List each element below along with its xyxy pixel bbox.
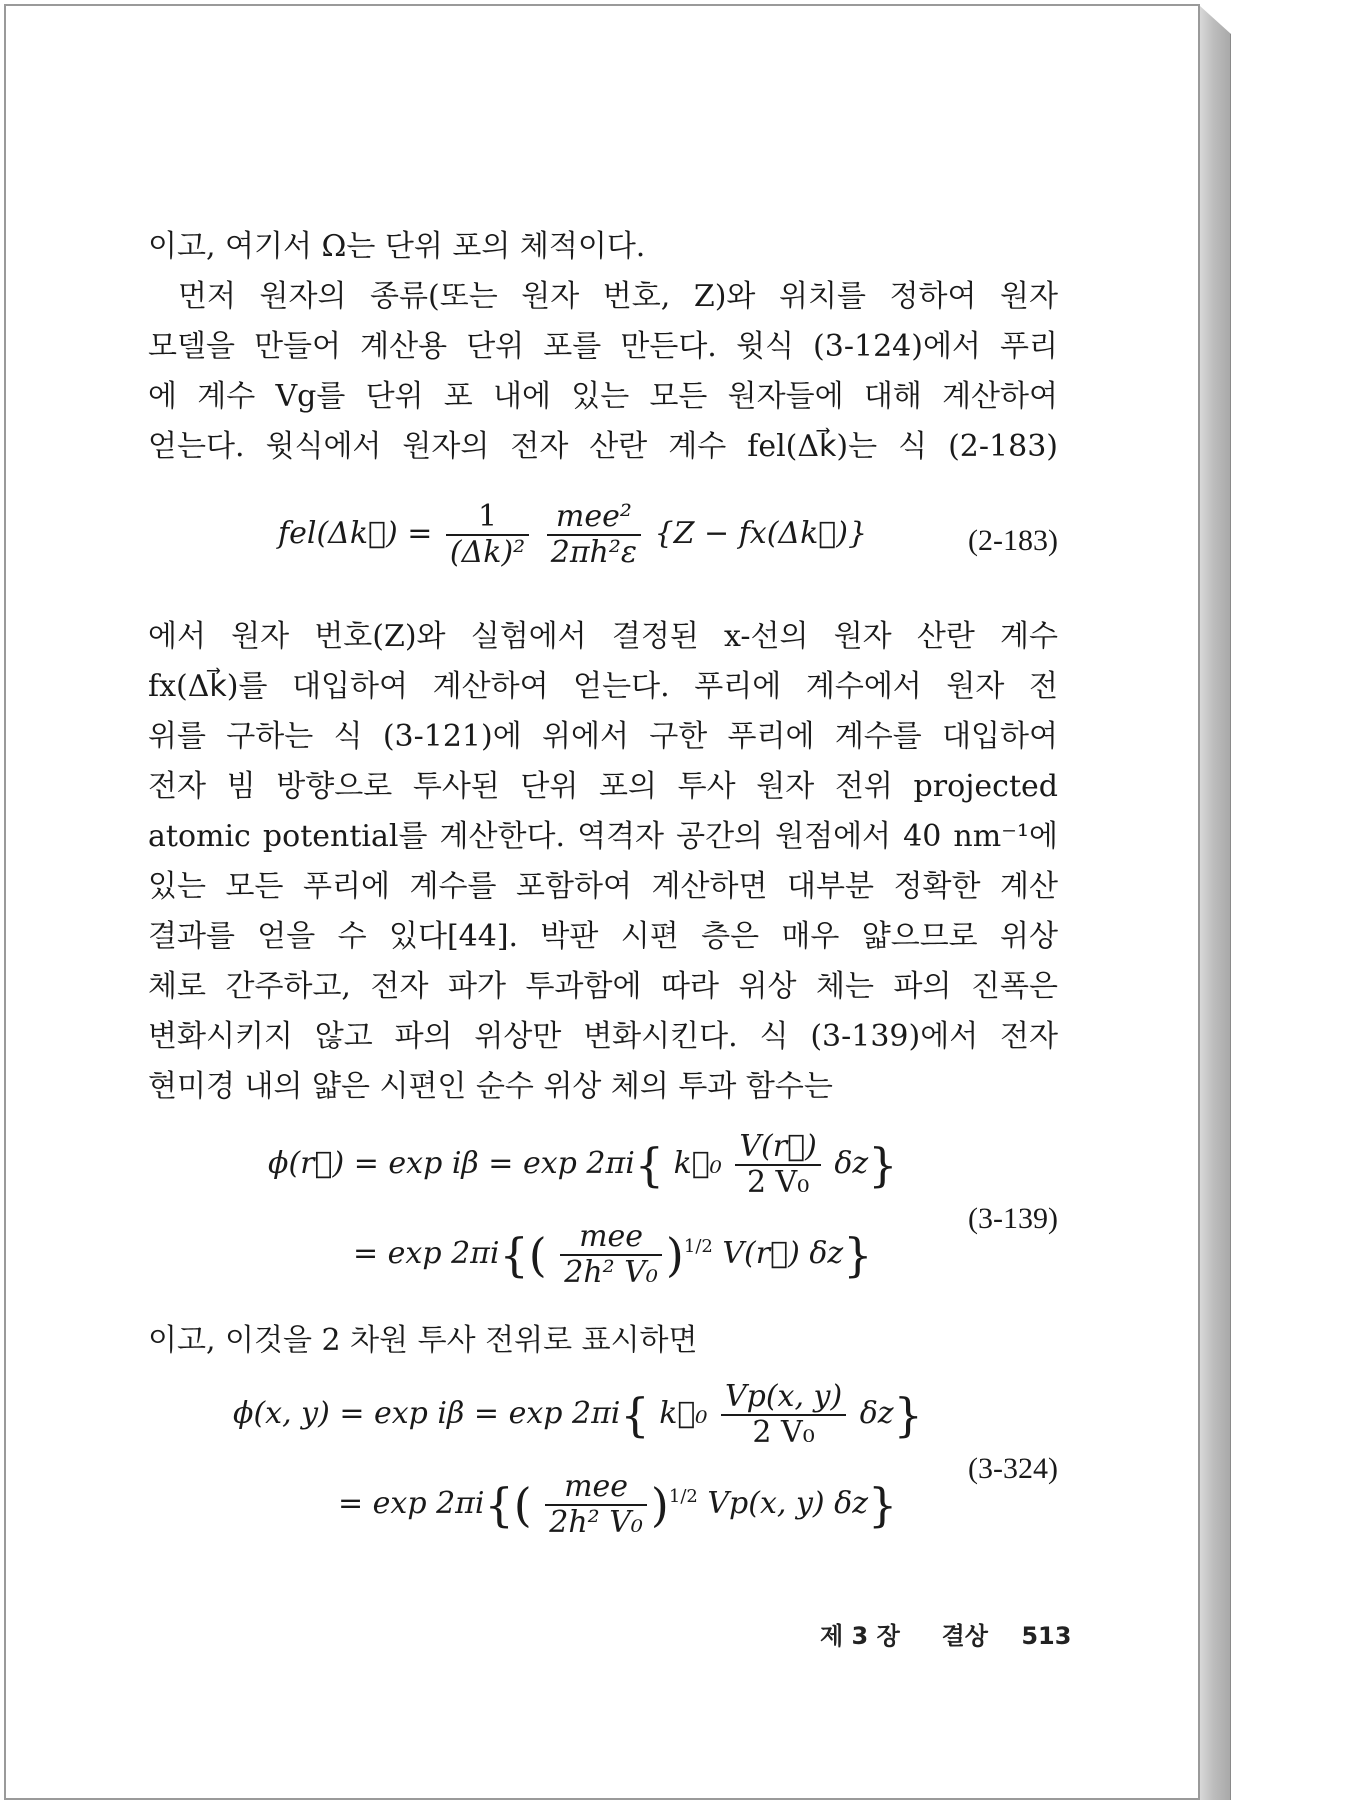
paren-close: ) [665,1228,684,1282]
chapter-label: 제 3 장 [820,1622,900,1650]
eq-lhs: fel(Δk⃗) = [278,516,442,551]
eq-lhs: = exp 2πi [338,1486,485,1521]
fraction [446,500,529,570]
equation-number: (3-324) [968,1452,1058,1485]
text-line: 이고, 여기서 Ω는 단위 포의 체적이다. [148,229,646,264]
text-line: fx(Δk⃗)를 대입하여 계산하여 얻는다. 푸리에 계수에서 원자 전 [148,669,1058,704]
denominator: 2 V₀ [752,1415,815,1450]
eq-lhs: = exp 2πi [353,1236,500,1271]
text-line: 있는 모든 푸리에 계수를 포함하여 계산하면 대부분 정확한 계산 [148,869,1058,904]
text-line: 결과를 얻을 수 있다[44]. 박판 시편 층은 매우 얇으므로 위상 [148,919,1058,954]
numerator: 1 [446,500,529,536]
denominator: 2πh²ε [550,535,637,570]
text-line: 체로 간주하고, 전자 파가 투과함에 따라 위상 체는 파의 진폭은 [148,969,1058,1004]
eq-tail: δz [859,1396,894,1431]
fraction [545,1470,647,1540]
brace-close: } [893,1388,923,1442]
equation-line-1 [268,1130,898,1200]
equation-number: (2-183) [968,524,1058,557]
fraction [735,1130,820,1200]
exponent: 1/2 [668,1486,698,1507]
page-number: 513 [1021,1622,1072,1650]
paragraph-2 [148,272,1058,472]
wave-vector: k⃗₀ [673,1146,722,1181]
eq-tail: V(r⃗) δz [722,1236,844,1271]
numerator: mee [560,1220,662,1256]
brace-open: { [620,1388,650,1442]
equation-body [278,500,867,570]
brace-open: {( [484,1478,532,1532]
brace-close: } [843,1228,873,1282]
denominator: 2h² V₀ [549,1505,643,1540]
eq-rhs: {Z − fx(Δk⃗)} [654,516,868,551]
denominator: 2h² V₀ [564,1255,658,1290]
text-line: 에 계수 Vg를 단위 포 내에 있는 모든 원자들에 대해 계산하여 [148,379,1058,414]
numerator: mee² [547,500,641,536]
text-line: 얻는다. 윗식에서 원자의 전자 산란 계수 fel(Δk⃗)는 식 (2-183) [148,429,1058,464]
fraction [560,1220,662,1290]
text-line: 위를 구하는 식 (3-121)에 위에서 구한 푸리에 계수를 대입하여 [148,719,1058,754]
text-line: 먼저 원자의 종류(또는 원자 번호, Z)와 위치를 정하여 원자 [178,279,1058,314]
eq-tail: δz [834,1146,869,1181]
fraction [547,500,641,570]
brace-open: { [634,1138,665,1192]
equation-line-2 [338,1470,897,1540]
equation-line-2 [353,1220,873,1290]
equation-3-324 [148,1380,1058,1560]
text-line: atomic potential를 계산한다. 역격자 공간의 원점에서 40 nm⁻¹에 [148,819,1058,854]
exponent: 1/2 [683,1236,713,1257]
equation-line-1 [233,1380,923,1450]
brace-open: {( [499,1228,547,1282]
paragraph-3 [148,612,1058,1112]
equation-2-183 [148,500,1058,590]
paragraph-1 [148,222,1058,272]
text-line: 변화시키지 않고 파의 위상만 변화시킨다. 식 (3-139)에서 전자 [148,1019,1058,1054]
paren-close: ) [650,1478,669,1532]
text-line: 전자 빔 방향으로 투사된 단위 포의 투사 원자 전위 projected [148,769,1058,804]
fraction [721,1380,846,1450]
equation-3-139 [148,1130,1058,1310]
eq-lhs: ϕ(x, y) = exp iβ = exp 2πi [233,1396,621,1431]
text-line: 에서 원자 번호(Z)와 실험에서 결정된 x-선의 원자 산란 계수 [148,619,1058,654]
brace-close: } [868,1138,898,1192]
eq-lhs: ϕ(r⃗) = exp iβ = exp 2πi [268,1146,635,1181]
numerator: mee [545,1470,647,1506]
denominator: 2 V₀ [746,1165,810,1200]
text-line: 모델을 만들어 계산용 단위 포를 만든다. 윗식 (3-124)에서 푸리 [148,329,1058,364]
page-footer [820,1616,1071,1651]
text-line: 현미경 내의 얇은 시편인 순수 위상 체의 투과 함수는 [148,1069,833,1104]
numerator: V(r⃗) [735,1130,820,1166]
chapter-title: 결상 [941,1622,988,1650]
wave-vector: k⃗₀ [659,1396,708,1431]
page-stack-edge [1200,6,1231,1800]
eq-tail: Vp(x, y) δz [707,1486,869,1521]
paragraph-4 [148,1316,1058,1366]
text-line: 이고, 이것을 2 차원 투사 전위로 표시하면 [148,1323,698,1358]
brace-close: } [868,1478,898,1532]
denominator: (Δk)² [449,535,526,570]
numerator: Vp(x, y) [721,1380,846,1416]
equation-number: (3-139) [968,1202,1058,1235]
